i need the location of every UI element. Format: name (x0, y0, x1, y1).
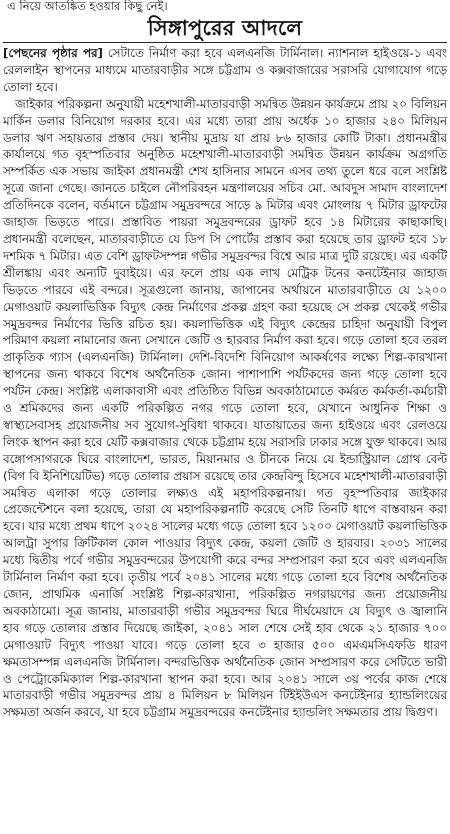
headline-divider (3, 42, 447, 43)
first-paragraph-text: সেটাতে নির্মাণ করা হবে এলএনজি টার্মিনাল। ন্যাশনাল হাইওয়ে-১ এবং রেললাইন স্থাপনের মাধ্যমে মাতারবাড়ীর সঙ্গে চট্টগ্রাম ও কক্সবাজারের সরাসরি যোগাযোগ গড়ে তোলা হবে। (3, 46, 447, 94)
jump-label: [পেছনের পৃষ্ঠার পর] (3, 46, 103, 60)
article-paragraph-2: জাইকার পরিকল্পনা অনুযায়ী মহেশখালী-মাতারবাড়ী সমন্বিত উন্নয়ন কার্যক্রমে প্রায় ২০ বিলিয়ন মার্কিন ডলার বিনিয়োগ দরকার হবে। এর মধ্যে তারা প্রায় অর্ধেক ১০ হাজার ২৪০ মিলিয়ন ডলার ঋণ সহায়তার প্রস্তাব দেয়। স্থানীয় মুদ্রায় যা প্রায় ৮৬ হাজার কোটি টাকা। প্রধানমন্ত্রীর কার্যালয়ে গত বৃহস্পতিবার অনুষ্ঠিত মহেশখালী-মাতারবাড়ী সমন্বিত উন্নয়ন কার্যক্রম অগ্রগতি সম্পর্কিত এক সভায় জাইকা প্রধানমন্ত্রী শেখ হাসিনার সামনে এসব তথ্য তুলে ধরে বলে সংশ্লিষ্ট সূত্রে জানা গেছে। জানতে চাইলে নৌপরিবহন মন্ত্রণালয়ের সচিব মো. আবদুস সামাদ বাংলাদেশ প্রতিদিনকে বলেন, বর্তমানে চট্টগ্রাম সমুদ্রবন্দরে সাড়ে ৯ মিটার এবং মোংলায় ৭ মিটার ড্রাফটের জাহাজ ভিড়তে পারে। প্রস্তাবিত পায়রা সমুদ্রবন্দরের ড্রাফট হবে ১৪ মিটারের কাছাকাছি। প্রধানমন্ত্রী বলেছেন, মাতারবাড়ীতে যে ডিপ সি পোর্টের প্রস্তাব করা হয়েছে তার ড্রাফট হবে ১৮ দশমিক ৭ মিটার। এত বেশি ড্রাফটসম্পন্ন গভীর সমুদ্রবন্দর বিশ্বে আর মাত্র দুটি রয়েছে। এর একটি শ্রীলঙ্কায় এবং অন্যটি দুবাইয়ে। এর ফলে প্রায় এক লাখ মেট্রিক টনের কনটেইনার জাহাজ ভিড়তে পারবে এই বন্দরে। সূত্রগুলো জানায়, জাপানের অর্থায়নে মাতারবাড়ীতে যে ১২০০ মেগাওয়াট কয়লাভিত্তিক বিদ্যুৎ কেন্দ্র নির্মাণের প্রকল্প গ্রহণ করা হয়েছে সে প্রকল্প থেকেই গভীর সমুদ্রবন্দর নির্মাণের ভিত্তি রচিত হয়। কয়লাভিত্তিক এই বিদ্যুৎ কেন্দ্রের চাহিদা অনুযায়ী বিপুল পরিমাণ কয়লা নামানোর জন্য সেখানে জেটি ও হারবার নির্মাণ করা হবে। গড়ে তোলা হবে তরল প্রাকৃতিক গ্যাস (এলএনজি) টার্মিনাল। দেশি-বিদেশি বিনিয়োগ আকর্ষণের লক্ষ্যে শিল্প-কারখানা স্থাপনের জন্য থাকবে বিশেষ অর্থনৈতিক জোন। পাশাপাশি পর্যটকদের জন্য গড়ে তোলা হবে পর্যটন কেন্দ্র। সংশ্লিষ্ট এলাকাবাসী এবং প্রতিষ্ঠিত বিভিন্ন অবকাঠামোতে কর্মরত কর্মকর্তা-কর্মচারী ও শ্রমিকদের জন্য একটি পরিকল্পিত নগর গড়ে তোলা হবে, যেখানে আধুনিক শিক্ষা ও স্বাস্থ্যসেবাসহ প্রয়োজনীয় সব সুযোগ-সুবিধা থাকবে। যাতায়াতের জন্য হাইওয়ে এবং রেলওয়ে লিংক স্থাপন করা হবে যেটি কক্সবাজার থেকে চট্টগ্রাম হয়ে সরাসরি ঢাকার সঙ্গে যুক্ত থাকবে। আর বঙ্গোপসাগরকে ঘিরে বাংলাদেশ, ভারত, মিয়ানমার ও চীনকে নিয়ে যে ইন্ডাস্ট্রিয়াল গ্রোথ বেল্ট (বিগ বি ইনিশিয়েটিভ) গড়ে তোলার প্রয়াস রয়েছে তার কেন্দ্রবিন্দু হিসেবে মহেশখালী-মাতারবাড়ী সমন্বিত এলাকা গড়ে তোলার লক্ষ্যও এই মহাপরিকল্পনায়। গত বৃহস্পতিবার জাইকার প্রেজেন্টেশনে বলা হয়েছে, তারা যে মহাপরিকল্পনাটি করেছে সেটি তিনটি ধাপে বাস্তবায়ন করা হবে। যার মধ্যে প্রথম ধাপে ২০২৪ সালের মধ্যে গড়ে তোলা হবে ১২০০ মেগাওয়াট কয়লাভিত্তিক আলট্রা সুপার ক্রিটিকাল কোল পাওয়ার বিদ্যুৎ কেন্দ্র, কয়লা জেটি ও হারবার। ২০৩১ সালের মধ্যে দ্বিতীয় পর্বে গভীর সমুদ্রবন্দরের উপযোগী করে বন্দর সম্প্রসারণ করা হবে এবং এলএনজি টার্মিনাল নির্মাণ করা হবে। তৃতীয় পর্বে ২০৪১ সালের মধ্যে গড়ে তোলা হবে বিশেষ অর্থনৈতিক জোন, প্রাথমিক এনার্জি সংশ্লিষ্ট শিল্প-কারখানা, পরিকল্পিত নগরায়ণের জন্য প্রয়োজনীয় অবকাঠামো। সূত্র জানায়, মাতারবাড়ী গভীর সমুদ্রবন্দর ঘিরে দীর্ঘমেয়াদে যে বিদ্যুৎ ও জ্বালানি হাব গড়ে তোলার প্রস্তাব দিয়েছে জাইকা, ২০৪১ সাল শেষে সেই হাব থেকে ২১ হাজার ৭০০ মেগাওয়াট বিদ্যুৎ পাওয়া যাবে। গড়ে তোলা হবে ৩ হাজার ৫০০ এমএমসিএফডি ধারণ ক্ষমতাসম্পন্ন এলএনজি টার্মিনাল। বন্দরভিত্তিক অর্থনৈতিক জোন সম্প্রসারণ করে সেটিতে ভারী ও পেট্রোকেমিক্যাল শিল্প-কারখানা স্থাপন করা হবে। আর ২০৪১ সালে ৩য় পর্বের কাজ শেষে মাতারবাড়ী গভীর সমুদ্রবন্দর প্রায় ৪ মিলিয়ন ৮ মিলিয়ন টিইইউএস কনটেইনার হ্যান্ডলিংয়ের সক্ষমতা অর্জন করবে, যা হবে চট্টগ্রাম সমুদ্রবন্দরের কনটেইনার হ্যান্ডলিং সক্ষমতার প্রায় দ্বিগুণ। (3, 96, 447, 720)
previous-article-fragment: এ নিয়ে আতঙ্কিত হওয়ার কিছু নেই। (7, 0, 168, 13)
headline: সিঙ্গাপুরের আদলে (147, 16, 303, 40)
article-body (3, 45, 447, 721)
article-paragraph-1 (3, 45, 447, 96)
